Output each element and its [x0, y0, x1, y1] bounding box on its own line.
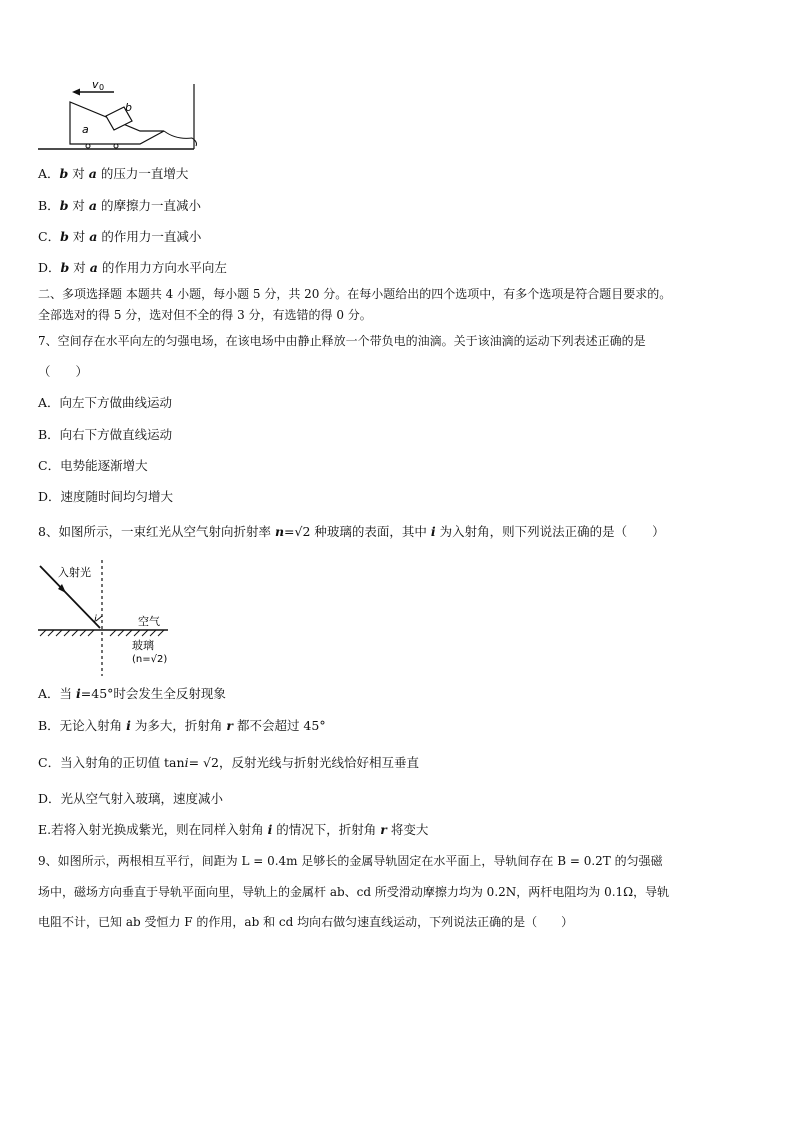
q8-option-d: D．光从空气射入玻璃，速度减小: [38, 791, 224, 806]
wedge-a-label: a: [82, 123, 89, 136]
q6-option-a: A．b 对 a 的压力一直增大: [38, 166, 189, 181]
q8-option-c: C．当入射角的正切值 tani= √2，反射光线与折射光线恰好相互垂直: [38, 755, 419, 770]
refraction-figure: [36, 558, 186, 678]
q7-option-b: B．向右下方做直线运动: [38, 427, 173, 442]
q6-option-b: B．b 对 a 的摩擦力一直减小: [38, 198, 201, 213]
q7-bracket: （ ）: [38, 364, 89, 379]
block-b-label: b: [125, 101, 132, 114]
section2-line2: 全部选对的得 5 分，选对但不全的得 3 分，有选错的得 0 分。: [38, 308, 372, 322]
q7-option-a: A．向左下方做曲线运动: [38, 395, 173, 410]
incident-label: 入射光: [58, 566, 91, 579]
q9-line1: 9、如图所示，两根相互平行，间距为 L = 0.4m 足够长的金属导轨固定在水平面上，导轨间存在 B = 0.2T 的匀强磁: [38, 854, 663, 868]
velocity-arrowhead: [72, 89, 80, 96]
q9-line3: 电阻不计，已知 ab 受恒力 F 的作用，ab 和 cd 均向右做匀速直线运动，下列说法正确的是（ ）: [38, 915, 574, 929]
wheel-right: [114, 144, 118, 148]
q6-option-c: C．b 对 a 的作用力一直减小: [38, 229, 202, 244]
q7-option-c: C．电势能逐渐增大: [38, 458, 148, 473]
angle-label: i: [94, 614, 97, 625]
air-label: 空气: [138, 615, 160, 628]
wedge-block-figure: [36, 76, 206, 156]
velocity-label: v: [92, 78, 99, 91]
q8-option-b: B．无论入射角 i 为多大，折射角 r 都不会超过 45°: [38, 718, 326, 733]
q8-option-a: A．当 i=45°时会发生全反射现象: [38, 686, 226, 701]
q6-option-d: D．b 对 a 的作用力方向水平向左: [38, 260, 227, 275]
q7-stem: 7、空间存在水平向左的匀强电场，在该电场中由静止释放一个带负电的油滴。关于该油滴的运动下列表述正确的是: [38, 334, 646, 348]
q8-option-e: E.若将入射光换成紫光，则在同样入射角 i 的情况下，折射角 r 将变大: [38, 822, 429, 837]
q7-option-d: D．速度随时间均匀增大: [38, 489, 174, 504]
q9-line2: 场中，磁场方向垂直于导轨平面向里，导轨上的金属杆 ab、cd 所受滑动摩擦力均为 0.2N，两杆电阻均为 0.1Ω，导轨: [38, 885, 670, 899]
wheel-left: [86, 144, 90, 148]
section2-line1: 二、多项选择题 本题共 4 小题，每小题 5 分，共 20 分。在每小题给出的四个选项中，有多个选项是符合题目要求的。: [38, 287, 672, 301]
glass-label: 玻璃: [132, 639, 154, 652]
velocity-subscript: 0: [99, 83, 105, 92]
n-label: (n=√2): [132, 654, 168, 665]
q8-stem: 8、如图所示，一束红光从空气射向折射率 n=√2 种玻璃的表面，其中 i 为入射角，则下列说法正确的是（ ）: [38, 524, 665, 539]
ground-curve: [164, 131, 197, 146]
angle-arc: [96, 616, 102, 621]
